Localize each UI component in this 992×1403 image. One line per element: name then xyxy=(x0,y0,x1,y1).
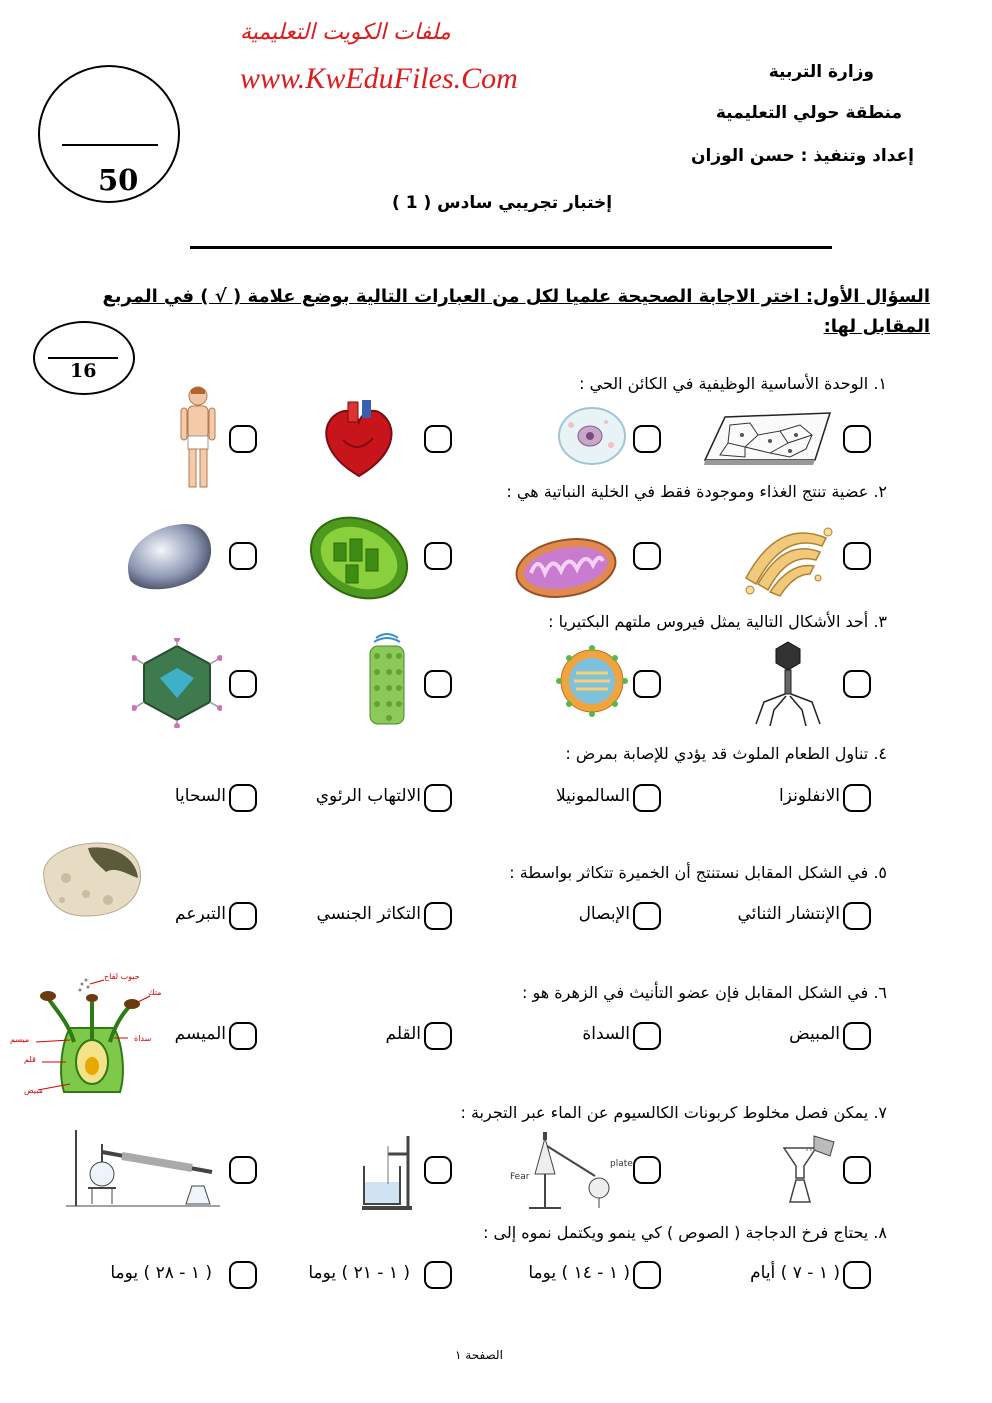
q6-option-4-label: الميسم xyxy=(174,1024,226,1044)
section1-title: السؤال الأول: اختر الاجابة الصحيحة علميا لكل من العبارات التالية بوضع علامة ( √ ) في المربع المقابل لها: xyxy=(102,286,930,337)
label-stamen: سداة xyxy=(134,1034,152,1043)
q7-option-3-checkbox[interactable] xyxy=(424,1156,452,1184)
prepared-by: إعداد وتنفيذ : حسن الوزان xyxy=(690,146,914,166)
q6-option-2-checkbox[interactable] xyxy=(633,1022,661,1050)
question-3-text: ٣. أحد الأشكال التالية يمثل فيروس ملتهم البكتيريا : xyxy=(548,612,887,631)
influenza-virus-image xyxy=(556,645,628,717)
q6-option-2-label: السداة xyxy=(582,1024,630,1044)
human-body-image xyxy=(176,384,220,494)
q4-option-3-checkbox[interactable] xyxy=(424,784,452,812)
q1-option-3-checkbox[interactable] xyxy=(424,425,452,453)
q8-option-4-checkbox[interactable] xyxy=(229,1261,257,1289)
question-8-text: ٨. يحتاج فرخ الدجاجة ( الصوص ) كي ينمو ويكتمل نموه إلى : xyxy=(483,1223,887,1242)
tissue-image xyxy=(700,405,834,467)
distillation-flask-image xyxy=(505,1128,629,1210)
q5-option-3-label: التكاثر الجنسي xyxy=(316,904,421,924)
ministry-name: وزارة التربية xyxy=(768,62,874,82)
q4-option-4-label: السحايا xyxy=(174,786,226,806)
q4-option-4-checkbox[interactable] xyxy=(229,784,257,812)
heart-image xyxy=(318,400,400,480)
question-2-text: ٢. عضية تنتج الغذاء وموجودة فقط في الخلية النباتية هي : xyxy=(506,482,887,501)
golgi-image xyxy=(738,518,834,598)
beaker-stand-image xyxy=(358,1132,414,1212)
q3-option-4-checkbox[interactable] xyxy=(229,670,257,698)
question-1-text: ١. الوحدة الأساسية الوظيفية في الكائن الحي : xyxy=(579,374,887,393)
q1-option-2-checkbox[interactable] xyxy=(633,425,661,453)
label-pollen: حبوب لقاح xyxy=(104,972,140,981)
q5-option-2-label: الإبصال xyxy=(578,904,630,924)
q1-option-4-checkbox[interactable] xyxy=(229,425,257,453)
apparatus-label-plate: plate xyxy=(610,1159,633,1169)
q2-option-1-checkbox[interactable] xyxy=(843,542,871,570)
district-name: منطقة حولي التعليمية xyxy=(715,103,902,123)
q8-option-3-checkbox[interactable] xyxy=(424,1261,452,1289)
q8-option-2-checkbox[interactable] xyxy=(633,1261,661,1289)
question-6-text: ٦. في الشكل المقابل فإن عضو التأنيث في الزهرة هو : xyxy=(521,983,887,1002)
filtration-image xyxy=(776,1130,840,1206)
header-divider xyxy=(190,246,832,249)
q7-option-1-checkbox[interactable] xyxy=(843,1156,871,1184)
page-number: الصفحة ١ xyxy=(455,1348,503,1362)
q5-option-1-checkbox[interactable] xyxy=(843,902,871,930)
q5-option-1-label: الإنتشار الثنائي xyxy=(737,904,840,924)
distillation-apparatus-image xyxy=(62,1128,222,1210)
q4-option-3-label: الالتهاب الرئوي xyxy=(315,786,421,806)
yeast-bread-image xyxy=(36,838,146,920)
q2-option-4-checkbox[interactable] xyxy=(229,542,257,570)
brand-url[interactable]: www.KwEduFiles.Com xyxy=(240,62,518,95)
label-stigma: ميسم xyxy=(10,1035,30,1044)
chloroplast-image xyxy=(306,515,412,601)
q2-option-3-checkbox[interactable] xyxy=(424,542,452,570)
q6-option-4-checkbox[interactable] xyxy=(229,1022,257,1050)
q8-option-4-label: ( ١ - ٢٨ ) يوما xyxy=(110,1263,212,1283)
q8-option-1-label: ( ١ - ٧ ) أيام xyxy=(750,1263,840,1283)
q5-option-2-checkbox[interactable] xyxy=(633,902,661,930)
q7-option-2-checkbox[interactable] xyxy=(633,1156,661,1184)
q4-option-1-checkbox[interactable] xyxy=(843,784,871,812)
label-anther: متك xyxy=(148,988,162,997)
tobacco-mosaic-image xyxy=(362,632,412,726)
flower-diagram xyxy=(8,962,168,1104)
score-divider xyxy=(62,144,158,146)
bacteriophage-image xyxy=(752,640,824,726)
question-5-text: ٥. في الشكل المقابل نستنتج أن الخميرة تتكاثر بواسطة : xyxy=(509,863,887,882)
q6-option-1-label: المبيض xyxy=(789,1024,840,1044)
q6-option-3-label: القلم xyxy=(385,1024,421,1044)
question-7-text: ٧. يمكن فصل مخلوط كربونات الكالسيوم عن الماء عبر التجربة : xyxy=(460,1103,887,1122)
q8-option-1-checkbox[interactable] xyxy=(843,1261,871,1289)
q3-option-2-checkbox[interactable] xyxy=(633,670,661,698)
q5-option-4-label: التبرعم xyxy=(175,904,226,924)
label-ovary: مبيض xyxy=(24,1086,43,1095)
q7-option-4-checkbox[interactable] xyxy=(229,1156,257,1184)
q2-option-2-checkbox[interactable] xyxy=(633,542,661,570)
q8-option-3-label: ( ١ - ٢١ ) يوما xyxy=(308,1263,410,1283)
cell-image xyxy=(556,405,628,467)
q4-option-2-label: السالمونيلا xyxy=(555,786,630,806)
q6-option-1-checkbox[interactable] xyxy=(843,1022,871,1050)
exam-title: إختبار تجريبي سادس ( 1 ) xyxy=(392,193,613,213)
section1-score-line xyxy=(48,357,118,359)
total-score: 50 xyxy=(98,163,139,197)
mitochondria-image xyxy=(513,535,619,601)
q8-option-2-label: ( ١ - ١٤ ) يوما xyxy=(528,1263,630,1283)
question-4-text: ٤. تناول الطعام الملوث قد يؤدي للإصابة بمرض : xyxy=(565,744,887,763)
q5-option-3-checkbox[interactable] xyxy=(424,902,452,930)
q3-option-3-checkbox[interactable] xyxy=(424,670,452,698)
adenovirus-image xyxy=(132,638,222,728)
brand-arabic: ملفات الكويت التعليمية xyxy=(240,20,451,45)
q3-option-1-checkbox[interactable] xyxy=(843,670,871,698)
q5-option-4-checkbox[interactable] xyxy=(229,902,257,930)
q4-option-2-checkbox[interactable] xyxy=(633,784,661,812)
section1-score: 16 xyxy=(70,360,97,382)
q1-option-1-checkbox[interactable] xyxy=(843,425,871,453)
vacuole-image xyxy=(120,520,218,594)
q6-option-3-checkbox[interactable] xyxy=(424,1022,452,1050)
q4-option-1-label: الانفلونزا xyxy=(779,786,840,806)
apparatus-label-fear: Fear xyxy=(510,1172,530,1182)
label-style: قلم xyxy=(24,1055,36,1064)
